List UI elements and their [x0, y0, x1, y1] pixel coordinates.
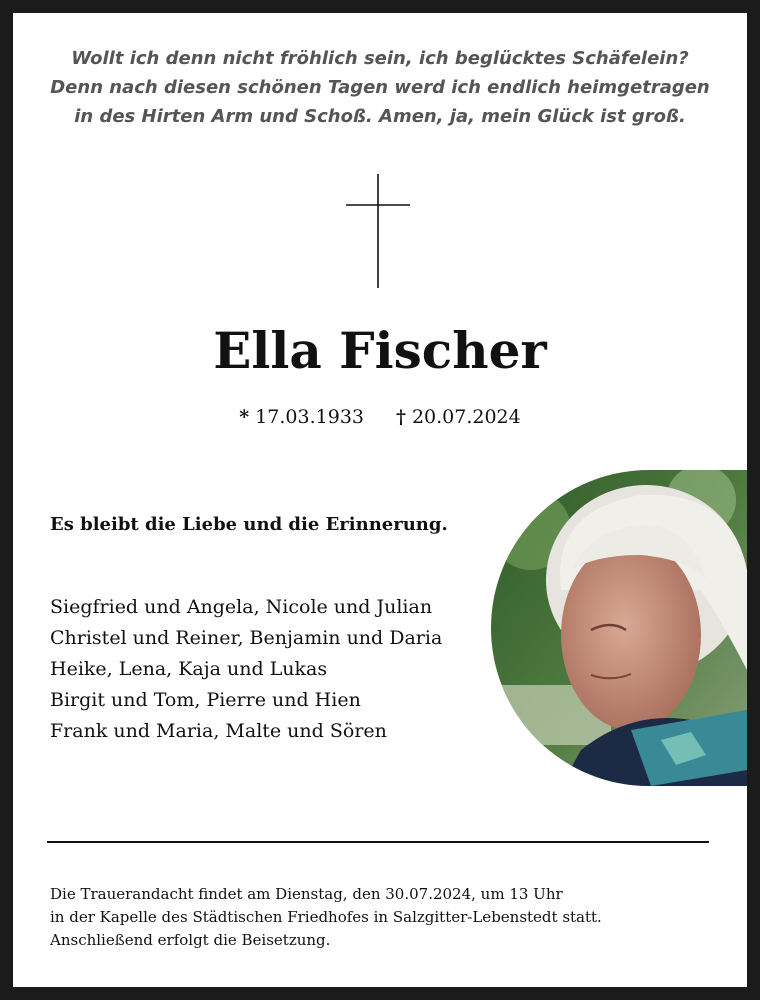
motto-text: Es bleibt die Liebe und die Erinnerung. [50, 514, 448, 535]
death-date: 20.07.2024 [411, 406, 521, 428]
life-dates [13, 402, 747, 432]
mourner-line: Christel und Reiner, Benjamin und Daria [50, 627, 443, 649]
deceased-name: Ella Fischer [213, 321, 547, 380]
birth-symbol: * [239, 406, 250, 428]
birth-date: 17.03.1933 [255, 406, 364, 428]
divider [47, 841, 709, 843]
mourner-line: Birgit und Tom, Pierre und Hien [50, 689, 361, 711]
notice-line: Die Trauerandacht findet am Dienstag, den 30.07.2024, um 13 Uhr [50, 885, 563, 903]
notice-line: Anschließend erfolgt die Beisetzung. [50, 931, 331, 949]
mourners-list [50, 592, 490, 747]
mourner-line: Frank und Maria, Malte und Sören [50, 720, 387, 742]
funeral-notice [50, 883, 730, 952]
verse-line: Wollt ich denn nicht fröhlich sein, ich beglücktes Schäfelein? [71, 48, 689, 69]
death-symbol: † [396, 406, 406, 428]
notice-line: in der Kapelle des Städtischen Friedhofes in Salzgitter-Lebenstedt statt. [50, 908, 602, 926]
mourner-line: Heike, Lena, Kaja und Lukas [50, 658, 328, 680]
verse-line: Denn nach diesen schönen Tagen werd ich endlich heimgetragen [50, 77, 710, 98]
cross-icon [346, 174, 410, 288]
verse-line: in des Hirten Arm und Schoß. Amen, ja, mein Glück ist groß. [74, 106, 686, 127]
verse-block [13, 44, 747, 131]
mourner-line: Siegfried und Angela, Nicole und Julian [50, 596, 433, 618]
